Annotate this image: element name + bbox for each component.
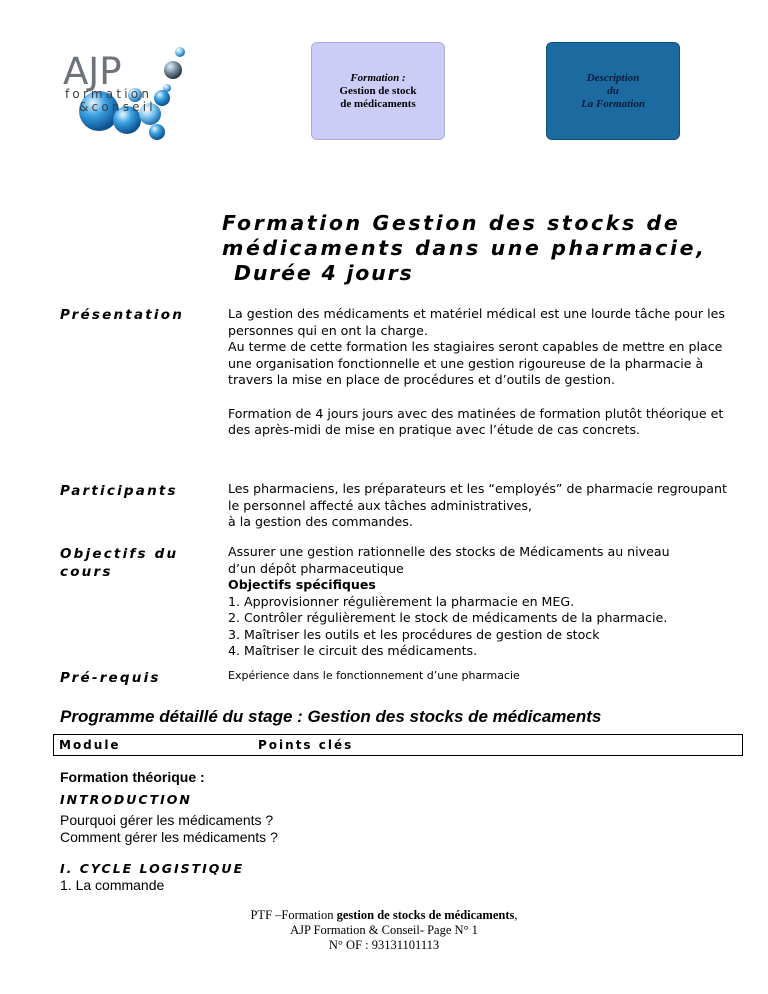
logo-line2: &conseil (79, 100, 156, 114)
tab-formation[interactable] (311, 42, 445, 140)
programme-table-header (53, 734, 743, 756)
cycle-heading: I. CYCLE LOGISTIQUE (60, 861, 245, 876)
objectifs-item: 4. Maîtriser le circuit des médicaments. (228, 643, 478, 658)
participants-text: Les pharmaciens, les préparateurs et les “employés” de pharmacie regroupant le personnel affecté aux tâches administratives, (228, 481, 727, 513)
tab-description[interactable] (546, 42, 680, 140)
programme-title: Programme détaillé du stage : Gestion des stocks de médicaments (60, 707, 602, 726)
intro-q2: Comment gérer les médicaments ? (60, 829, 278, 845)
presentation-label: Présentation (60, 307, 185, 323)
objectifs-general-line1: Assurer une gestion rationnelle des stocks de Médicaments au niveau (228, 544, 670, 559)
page-footer (0, 908, 768, 953)
footer-line1-prefix: PTF –Formation (250, 908, 337, 922)
participants-body (228, 481, 733, 531)
col-module: Module (59, 738, 121, 752)
col-points: Points clés (258, 738, 354, 752)
objectifs-item: 3. Maîtriser les outils et les procédures de gestion de stock (228, 626, 600, 642)
footer-line1-suffix: , (514, 908, 518, 922)
tab-description-line3: La Formation (581, 97, 645, 110)
title-line3: Durée 4 jours (234, 261, 414, 285)
intro-heading: INTRODUCTION (60, 792, 192, 807)
presentation-p2: Au terme de cette formation les stagiaires seront capables de mettre en place une organisation fonctionnelle et une gestion rigoureuse de la pharmacie à travers la mise en place de procédures et d’outils de gestion. (228, 339, 723, 387)
presentation-p3: Formation de 4 jours jours avec des matinées de formation plutôt théorique et des après-midi de mise en pratique avec l’étude de cas concrets. (228, 405, 724, 437)
objectifs-label-line2: cours (60, 564, 113, 580)
theory-heading: Formation théorique : (60, 769, 205, 785)
footer-line2: AJP Formation & Conseil- Page N° 1 (290, 923, 478, 937)
footer-line1 (0, 908, 768, 923)
participants-label: Participants (60, 483, 178, 499)
objectifs-item: 1. Approvisionner régulièrement la pharmacie en MEG. (228, 593, 575, 609)
company-logo (55, 40, 205, 150)
footer-line3: N° OF : 93131101113 (328, 938, 440, 952)
logo-bubble (149, 124, 165, 140)
footer-line1-bold: gestion de stocks de médicaments (336, 908, 515, 922)
logo-bubble (175, 47, 185, 57)
intro-questions (60, 812, 278, 846)
presentation-body (228, 306, 733, 439)
presentation-p1: La gestion des médicaments et matériel médical est une lourde tâche pour les personnes qui en ont la charge. (228, 306, 725, 338)
prerequis-text: Expérience dans le fonctionnement d’une pharmacie (228, 669, 520, 682)
objectifs-body (228, 544, 733, 660)
objectifs-specific-heading: Objectifs spécifiques (228, 577, 376, 592)
cycle-item1: 1. La commande (60, 877, 165, 893)
prerequis-label: Pré-requis (60, 670, 161, 686)
page-title (222, 211, 742, 286)
tab-description-line2: du (607, 84, 619, 97)
title-line2: médicaments dans une pharmacie, (222, 236, 707, 260)
logo-bubble (163, 84, 171, 92)
objectifs-general-line2: d’un dépôt pharmaceutique (228, 560, 404, 576)
participants-text2: à la gestion des commandes. (228, 514, 413, 529)
logo-letters: AJP (63, 50, 122, 93)
logo-bubble (154, 90, 170, 106)
intro-q1: Pourquoi gérer les médicaments ? (60, 812, 274, 828)
objectifs-label-line1: Objectifs du (60, 546, 179, 562)
tab-formation-line2: Gestion de stock (339, 84, 417, 97)
logo-line1: formation (65, 87, 153, 101)
objectifs-label (60, 545, 178, 581)
tab-formation-line1: Formation : (350, 71, 406, 84)
objectifs-item: 2. Contrôler régulièrement le stock de médicaments de la pharmacie. (228, 610, 668, 625)
title-line1: Formation Gestion des stocks de (222, 211, 681, 235)
logo-bubble (164, 61, 182, 79)
tab-description-line1: Description (586, 71, 640, 84)
tab-formation-line3: de médicaments (340, 97, 416, 110)
